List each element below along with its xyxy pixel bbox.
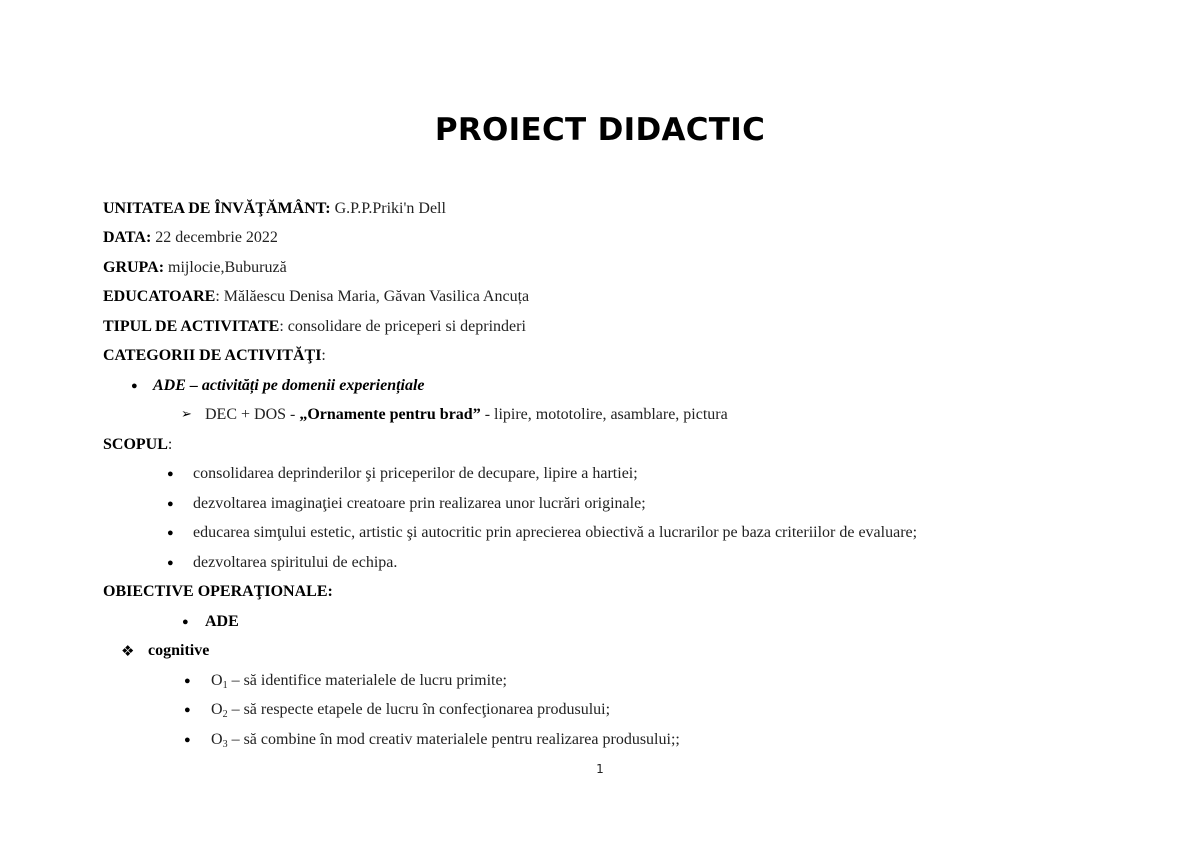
scopul-colon: : bbox=[167, 436, 173, 453]
data-line bbox=[103, 228, 278, 248]
educatoare-line bbox=[103, 287, 529, 307]
bullet-icon: ● bbox=[167, 527, 174, 539]
data-value: 22 decembrie 2022 bbox=[151, 229, 278, 246]
tipul-label: TIPUL DE ACTIVITATE bbox=[103, 318, 280, 335]
objective-index: 2 bbox=[222, 709, 228, 720]
unitate-value: G.P.P.Priki'n Dell bbox=[330, 200, 446, 217]
obiective-ade bbox=[205, 612, 239, 632]
dec-title: „Ornamente pentru brad” bbox=[299, 406, 481, 423]
tipul-line bbox=[103, 317, 526, 337]
scopul-line bbox=[103, 435, 172, 455]
data-label: DATA: bbox=[103, 229, 152, 246]
diamond-bullet-icon: ❖ bbox=[121, 642, 135, 660]
bullet-icon: ● bbox=[131, 380, 138, 392]
educatoare-value: : Mălăescu Denisa Maria, Găvan Vasilica Ancuța bbox=[215, 288, 530, 305]
categorii-colon: : bbox=[321, 347, 326, 364]
objective-letter: O bbox=[211, 672, 223, 689]
page-number: 1 bbox=[596, 762, 604, 776]
cognitive-item bbox=[211, 730, 680, 750]
scopul-item: consolidarea deprinderilor şi priceperilor de decupare, lipire a hartiei; bbox=[193, 465, 638, 482]
objective-text: – să respecte etapele de lucru în confecţionarea produsului; bbox=[227, 701, 611, 718]
objective-letter: O bbox=[211, 701, 223, 718]
dec-prefix: DEC + DOS - bbox=[205, 406, 300, 423]
cognitive-label: cognitive bbox=[148, 642, 210, 659]
obiective-label: OBIECTIVE OPERAŢIONALE: bbox=[103, 583, 333, 600]
cognitive-item bbox=[211, 671, 507, 691]
ade-item-text: ADE – activități pe domenii experiențiale bbox=[153, 377, 425, 394]
scopul-item: dezvoltarea imaginaţiei creatoare prin realizarea unor lucrări originale; bbox=[193, 495, 646, 512]
grupa-line bbox=[103, 258, 287, 278]
grupa-value: mijlocie,Buburuză bbox=[164, 259, 287, 276]
bullet-icon: ● bbox=[184, 734, 191, 746]
tipul-value: : consolidare de priceperi si deprinderi bbox=[279, 318, 526, 335]
objective-text: – să identifice materialele de lucru primite; bbox=[227, 672, 507, 689]
dec-suffix: - lipire, mototolire, asamblare, pictura bbox=[480, 406, 728, 423]
scopul-item: dezvoltarea spiritului de echipa. bbox=[193, 554, 398, 571]
objective-index: 1 bbox=[222, 680, 228, 691]
obiective-line bbox=[103, 582, 333, 602]
page-title: PROIECT DIDACTIC bbox=[434, 112, 766, 148]
bullet-icon: ● bbox=[184, 704, 191, 716]
bullet-icon: ● bbox=[182, 616, 189, 628]
bullet-icon: ● bbox=[167, 557, 174, 569]
obiective-ade-text: ADE bbox=[205, 613, 239, 630]
objective-letter: O bbox=[211, 731, 223, 748]
grupa-label: GRUPA: bbox=[103, 259, 165, 276]
unitate-label: UNITATEA DE ÎNVĂŢĂMÂNT: bbox=[103, 200, 331, 217]
categorii-label: CATEGORII DE ACTIVITĂŢI bbox=[103, 347, 322, 364]
arrow-bullet-icon: ➢ bbox=[181, 407, 192, 422]
cognitive-heading bbox=[148, 641, 209, 661]
bullet-icon: ● bbox=[184, 675, 191, 687]
scopul-label: SCOPUL bbox=[103, 436, 168, 453]
objective-text: – să combine în mod creativ materialele pentru realizarea produsului;; bbox=[227, 731, 680, 748]
ade-item bbox=[153, 376, 425, 396]
objective-index: 3 bbox=[222, 739, 228, 750]
educatoare-label: EDUCATOARE bbox=[103, 288, 216, 305]
dec-line bbox=[205, 405, 728, 425]
categorii-line bbox=[103, 346, 326, 366]
cognitive-item bbox=[211, 700, 610, 720]
bullet-icon: ● bbox=[167, 468, 174, 480]
scopul-item: educarea simţului estetic, artistic şi autocritic prin aprecierea obiectivă a lucrarilor pe baza criteriilor de evaluare; bbox=[193, 524, 918, 541]
unitate-line bbox=[103, 199, 446, 219]
bullet-icon: ● bbox=[167, 498, 174, 510]
